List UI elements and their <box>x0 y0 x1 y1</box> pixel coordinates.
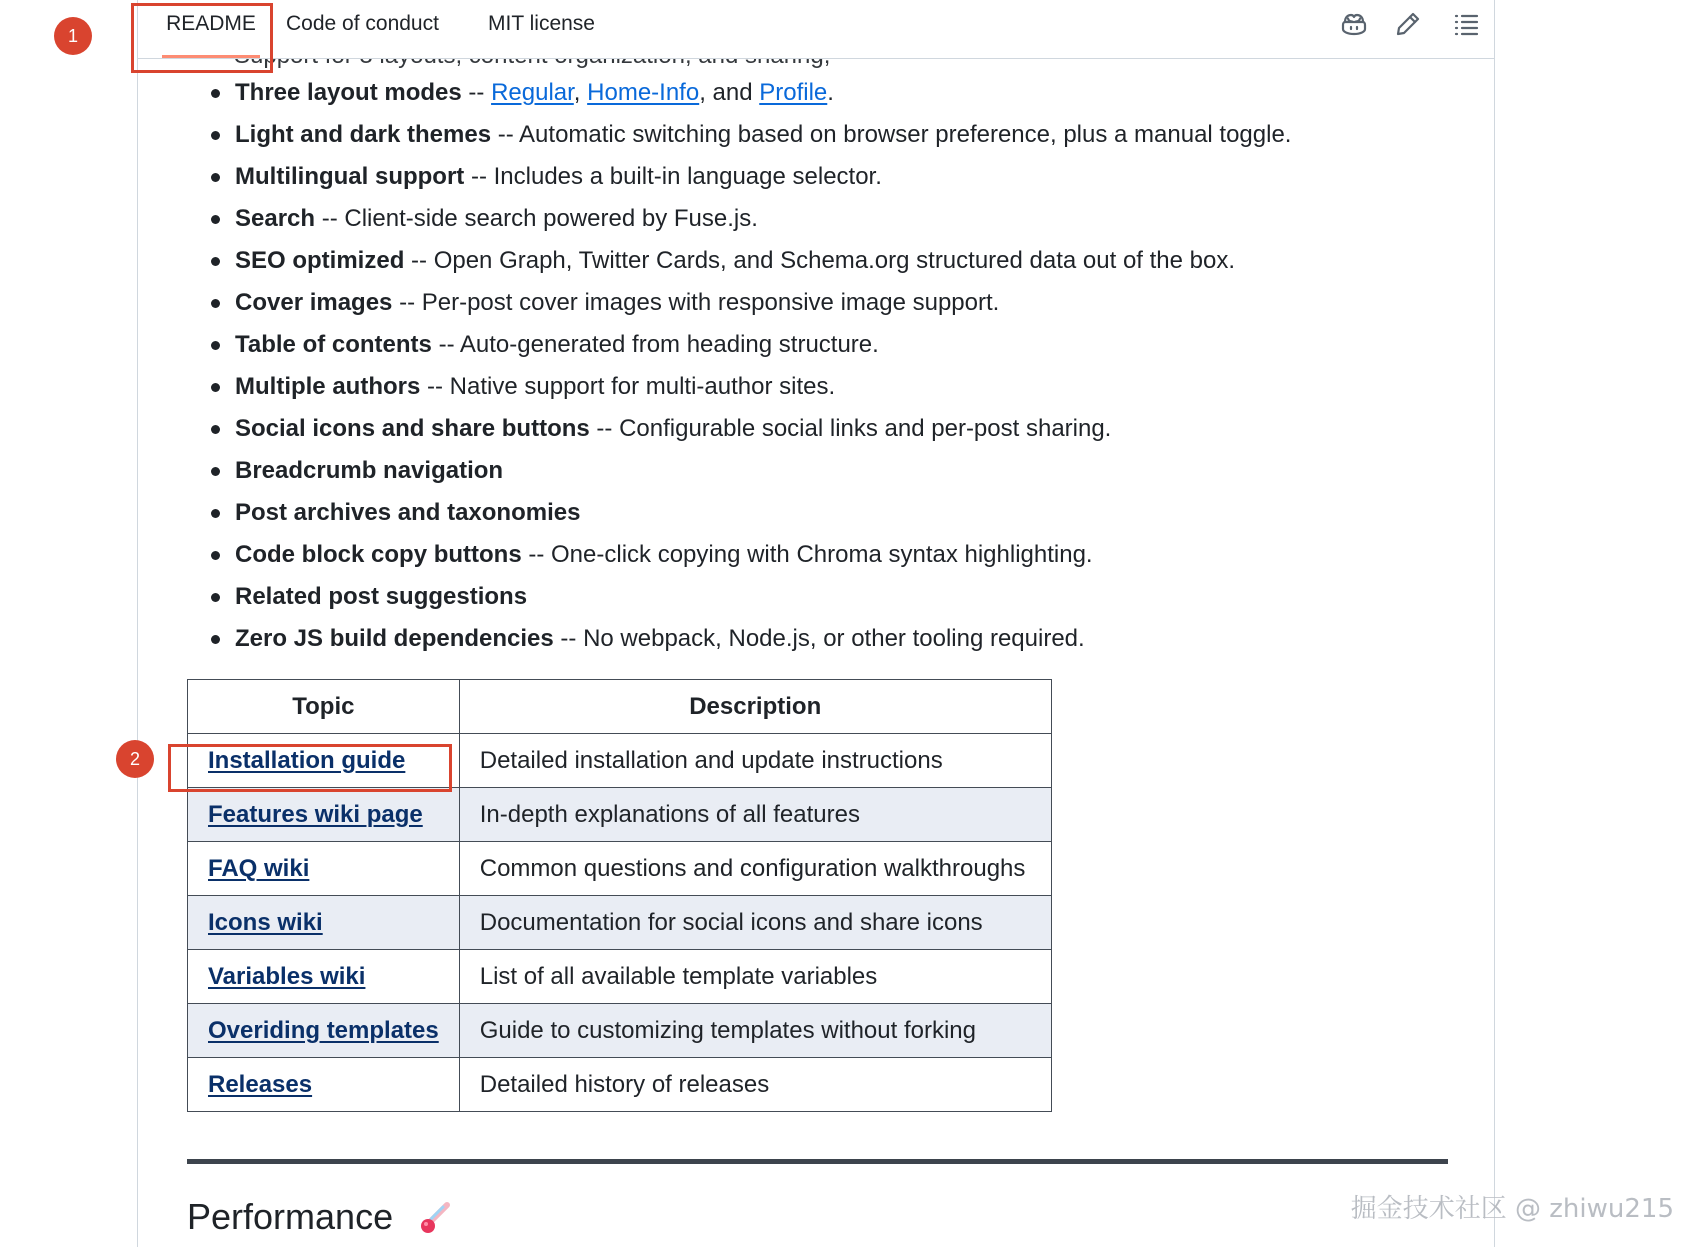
annotation-badge-1: 1 <box>54 17 92 55</box>
table-row <box>188 950 1052 1004</box>
list-item: Zero JS build dependencies -- No webpack, Node.js, or other tooling required. <box>205 618 1291 660</box>
feature-text: No webpack, Node.js, or other tooling required. <box>583 625 1085 652</box>
feature-text: One-click copying with Chroma syntax highlighting. <box>551 541 1093 568</box>
table-row <box>188 788 1052 842</box>
feature-text: Client-side search powered by Fuse.js. <box>344 205 758 232</box>
feature-text: Open Graph, Twitter Cards, and Schema.org structured data out of the box. <box>433 247 1236 274</box>
tab-mit-license[interactable] <box>488 0 595 58</box>
feature-title: Three layout modes <box>235 79 462 106</box>
list-item <box>205 492 1291 534</box>
list-item: Table of contents -- Auto-generated from heading structure. <box>205 324 1291 366</box>
feature-title: Multiple authors <box>235 373 421 400</box>
feature-title: Post archives and taxonomies <box>235 499 581 526</box>
list-item: Cover images -- Per-post cover images with responsive image support. <box>205 282 1291 324</box>
copilot-icon[interactable] <box>1338 8 1370 40</box>
list-item: Three layout modes -- Regular, Home-Info, and Profile. <box>205 72 1291 114</box>
outline-list-icon[interactable] <box>1450 8 1482 40</box>
performance-heading <box>187 1196 453 1238</box>
feature-text: Native support for multi-author sites. <box>449 373 836 400</box>
tab-readme-label: README <box>166 12 256 35</box>
tab-code-of-conduct[interactable] <box>286 0 439 58</box>
list-item: Code block copy buttons -- One-click copying with Chroma syntax highlighting. <box>205 534 1291 576</box>
tab-code-of-conduct-label: Code of conduct <box>286 12 439 35</box>
list-item: Multilingual support -- Includes a built-in language selector. <box>205 156 1291 198</box>
performance-heading-text: Performance <box>187 1196 394 1237</box>
readme-tab-bar <box>138 0 1494 59</box>
table-header-row <box>188 680 1052 734</box>
link-profile[interactable]: Profile <box>759 79 828 106</box>
list-item: Light and dark themes -- Automatic switching based on browser preference, plus a manual toggle. <box>205 114 1291 156</box>
feature-text: Per-post cover images with responsive image support. <box>421 289 1000 316</box>
feature-title: Zero JS build dependencies <box>235 625 554 652</box>
panel-left-border <box>137 0 138 1247</box>
feature-text: Automatic switching based on browser preference, plus a manual toggle. <box>519 121 1292 148</box>
feature-title: Table of contents <box>235 331 432 358</box>
list-item: SEO optimized -- Open Graph, Twitter Cards, and Schema.org structured data out of the box. <box>205 240 1291 282</box>
link-releases[interactable]: Releases <box>208 1070 313 1098</box>
link-regular[interactable]: Regular <box>491 79 574 106</box>
feature-title: Related post suggestions <box>235 583 528 610</box>
watermark: 掘金技术社区 @ zhiwu215 <box>1350 1194 1674 1224</box>
table-row <box>188 842 1052 896</box>
feature-text: Auto-generated from heading structure. <box>459 331 879 358</box>
table-row <box>188 1058 1052 1112</box>
feature-title: Breadcrumb navigation <box>235 457 504 484</box>
feature-title: Search <box>235 205 316 232</box>
link-icons-wiki[interactable]: Icons wiki <box>208 908 323 936</box>
link-home-info[interactable]: Home-Info <box>587 79 700 106</box>
table-row <box>188 896 1052 950</box>
list-item <box>205 576 1291 618</box>
list-item: Social icons and share buttons -- Configurable social links and per-post sharing. <box>205 408 1291 450</box>
link-overiding-templates[interactable]: Overiding templates <box>208 1016 439 1044</box>
feature-text: Configurable social links and per-post sharing. <box>619 415 1112 442</box>
table-cell-description: Documentation for social icons and share icons <box>459 896 1051 950</box>
comet-icon <box>417 1201 453 1237</box>
column-header-description: Description <box>459 680 1051 734</box>
feature-list <box>205 72 1291 660</box>
panel-right-border <box>1494 0 1495 1247</box>
list-item: Multiple authors -- Native support for multi-author sites. <box>205 366 1291 408</box>
feature-title: Cover images <box>235 289 393 316</box>
feature-title: Light and dark themes <box>235 121 492 148</box>
annotation-box-installation-guide <box>168 744 452 792</box>
table-cell-description: Detailed history of releases <box>459 1058 1051 1112</box>
table-cell-description: Guide to customizing templates without forking <box>459 1004 1051 1058</box>
tab-mit-license-label: MIT license <box>488 12 595 35</box>
table-cell-description: In-depth explanations of all features <box>459 788 1051 842</box>
annotation-badge-2: 2 <box>116 740 154 778</box>
horizontal-rule <box>187 1159 1448 1164</box>
table-cell-description: List of all available template variables <box>459 950 1051 1004</box>
table-cell-description: Common questions and configuration walkthroughs <box>459 842 1051 896</box>
link-features-wiki-page[interactable]: Features wiki page <box>208 800 423 828</box>
annotation-box-readme-tab <box>131 3 273 73</box>
column-header-topic: Topic <box>188 680 460 734</box>
table-cell-description: Detailed installation and update instructions <box>459 734 1051 788</box>
feature-title: Code block copy buttons <box>235 541 522 568</box>
list-item: Search -- Client-side search powered by Fuse.js. <box>205 198 1291 240</box>
feature-title: Multilingual support <box>235 163 465 190</box>
pencil-icon[interactable] <box>1392 8 1424 40</box>
link-variables-wiki[interactable]: Variables wiki <box>208 962 366 990</box>
list-item <box>205 450 1291 492</box>
table-row <box>188 1004 1052 1058</box>
link-faq-wiki[interactable]: FAQ wiki <box>208 854 310 882</box>
feature-text: Includes a built-in language selector. <box>493 163 882 190</box>
feature-title: SEO optimized <box>235 247 405 274</box>
feature-title: Social icons and share buttons <box>235 415 590 442</box>
link-installation-guide[interactable]: Installation guide <box>208 746 406 774</box>
